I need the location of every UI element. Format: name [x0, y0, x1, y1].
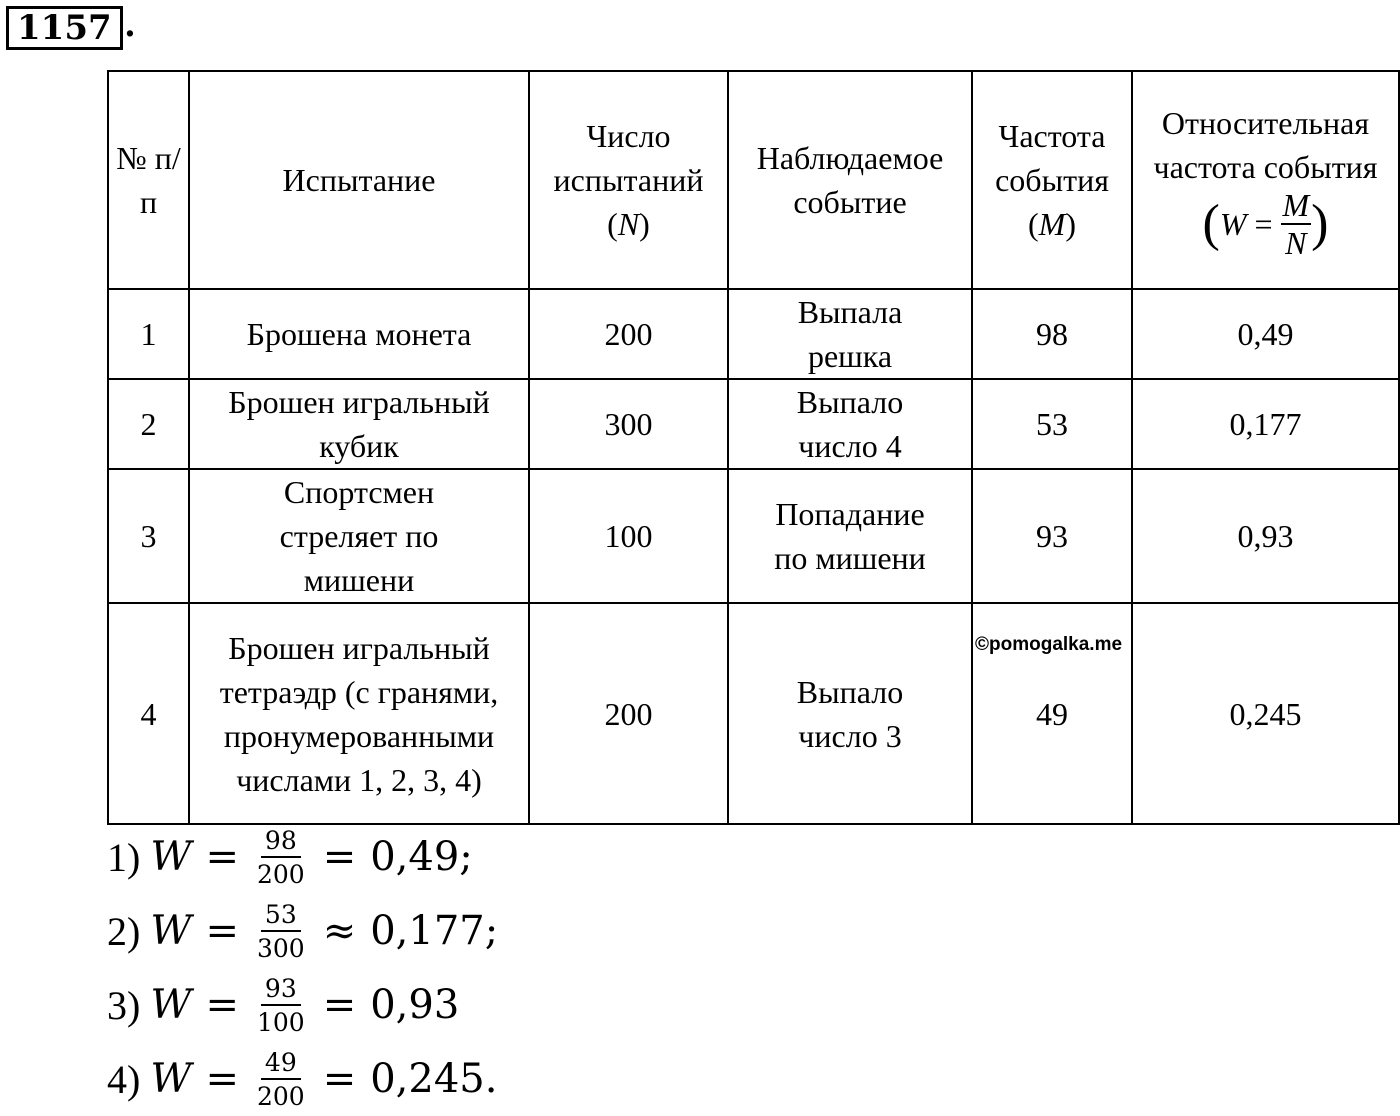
solution-line	[107, 968, 498, 1042]
solution-op: =	[322, 1056, 357, 1102]
cell-event: Выпала решка	[728, 289, 972, 379]
solution-label: 2)	[107, 908, 141, 954]
cell-num: 2	[108, 379, 189, 469]
cell-rel: 0,93	[1132, 469, 1399, 603]
solution-result: 0,177;	[370, 908, 499, 954]
header-count-label: Число испытаний	[553, 118, 704, 198]
cell-event: Выпало число 3	[728, 603, 972, 824]
solution-fraction	[253, 899, 309, 963]
solution-result: 0,49;	[370, 834, 473, 880]
solution-num: 98	[261, 828, 301, 858]
header-rel-formula: ( W = $\frac{M}{N}$ )	[1202, 187, 1329, 261]
solution-line	[107, 1042, 498, 1116]
solution-eq: =	[205, 1056, 239, 1102]
cell-trial: Спортсмен стреляет по мишени	[189, 469, 529, 603]
cell-count: 300	[529, 379, 728, 469]
table-row	[108, 379, 1399, 469]
cell-count: 200	[529, 603, 728, 824]
header-count-symbol: N	[617, 206, 640, 242]
solution-fraction	[253, 1047, 309, 1111]
table-row	[108, 289, 1399, 379]
solution-var: W	[150, 908, 192, 954]
cell-freq: 93	[972, 469, 1132, 603]
solution-eq: =	[205, 982, 239, 1028]
solution-den: 200	[256, 859, 305, 889]
solution-var: W	[150, 1056, 192, 1102]
solution-op: =	[322, 834, 357, 880]
cell-count: 100	[529, 469, 728, 603]
solution-eq: =	[205, 834, 239, 880]
header-event: Наблюдаемое событие	[728, 71, 972, 289]
cell-num: 4	[108, 603, 189, 824]
solution-den: 200	[256, 1081, 305, 1111]
header-rel-eq: =	[1254, 206, 1273, 242]
header-trial: Испытание	[189, 71, 529, 289]
header-rel-w: W	[1219, 206, 1247, 242]
solution-den: 300	[256, 933, 305, 963]
header-freq: Частота события (M)	[972, 71, 1132, 289]
cell-freq: 98	[972, 289, 1132, 379]
table-row	[108, 469, 1399, 603]
frequency-table	[107, 70, 1400, 825]
solution-fraction	[253, 825, 309, 889]
cell-rel: 0,245	[1132, 603, 1399, 824]
header-rel-den: N	[1285, 225, 1307, 261]
solution-eq: =	[205, 908, 239, 954]
solution-op: ≈	[322, 908, 357, 954]
header-rel-num: M	[1282, 187, 1310, 223]
solution-result: 0,245.	[370, 1056, 498, 1102]
solution-label: 1)	[107, 834, 141, 880]
cell-event: Выпало число 4	[728, 379, 972, 469]
table-header-row	[108, 71, 1399, 289]
solution-den: 100	[256, 1007, 305, 1037]
cell-freq: 49	[972, 603, 1132, 824]
cell-trial: Брошен игральный кубик	[189, 379, 529, 469]
header-freq-symbol: M	[1038, 206, 1066, 242]
header-rel-fraction	[1281, 189, 1312, 259]
header-count: Число испытаний (N)	[529, 71, 728, 289]
cell-rel: 0,49	[1132, 289, 1399, 379]
cell-event: Попадание по мишени	[728, 469, 972, 603]
solution-num: 53	[261, 902, 301, 932]
problem-number-dot: .	[124, 5, 136, 45]
solution-var: W	[150, 834, 192, 880]
solution-label: 3)	[107, 982, 141, 1028]
watermark: ©pomogalka.me	[975, 634, 1123, 655]
header-rel	[1132, 71, 1399, 289]
cell-freq: 53	[972, 379, 1132, 469]
solution-line	[107, 820, 498, 894]
cell-trial: Брошена монета	[189, 289, 529, 379]
cell-rel: 0,177	[1132, 379, 1399, 469]
header-rel-label: Относительная частота события	[1153, 105, 1378, 185]
solution-result: 0,93	[370, 982, 460, 1028]
header-num: № п/п	[108, 71, 189, 289]
solution-var: W	[150, 982, 192, 1028]
problem-number: 1157	[6, 6, 123, 50]
cell-count: 200	[529, 289, 728, 379]
cell-trial: Брошен игральный тетраэдр (с гранями, пронумерованными числами 1, 2, 3, 4)	[189, 603, 529, 824]
solution-fraction	[253, 973, 309, 1037]
header-freq-label: Частота события	[995, 118, 1109, 198]
cell-num: 3	[108, 469, 189, 603]
table-row	[108, 603, 1399, 824]
solution-op: =	[322, 982, 357, 1028]
solution-num: 49	[261, 1050, 301, 1080]
solution-num: 93	[261, 976, 301, 1006]
solutions	[107, 820, 498, 1116]
solution-label: 4)	[107, 1056, 141, 1102]
solution-line	[107, 894, 498, 968]
cell-num: 1	[108, 289, 189, 379]
